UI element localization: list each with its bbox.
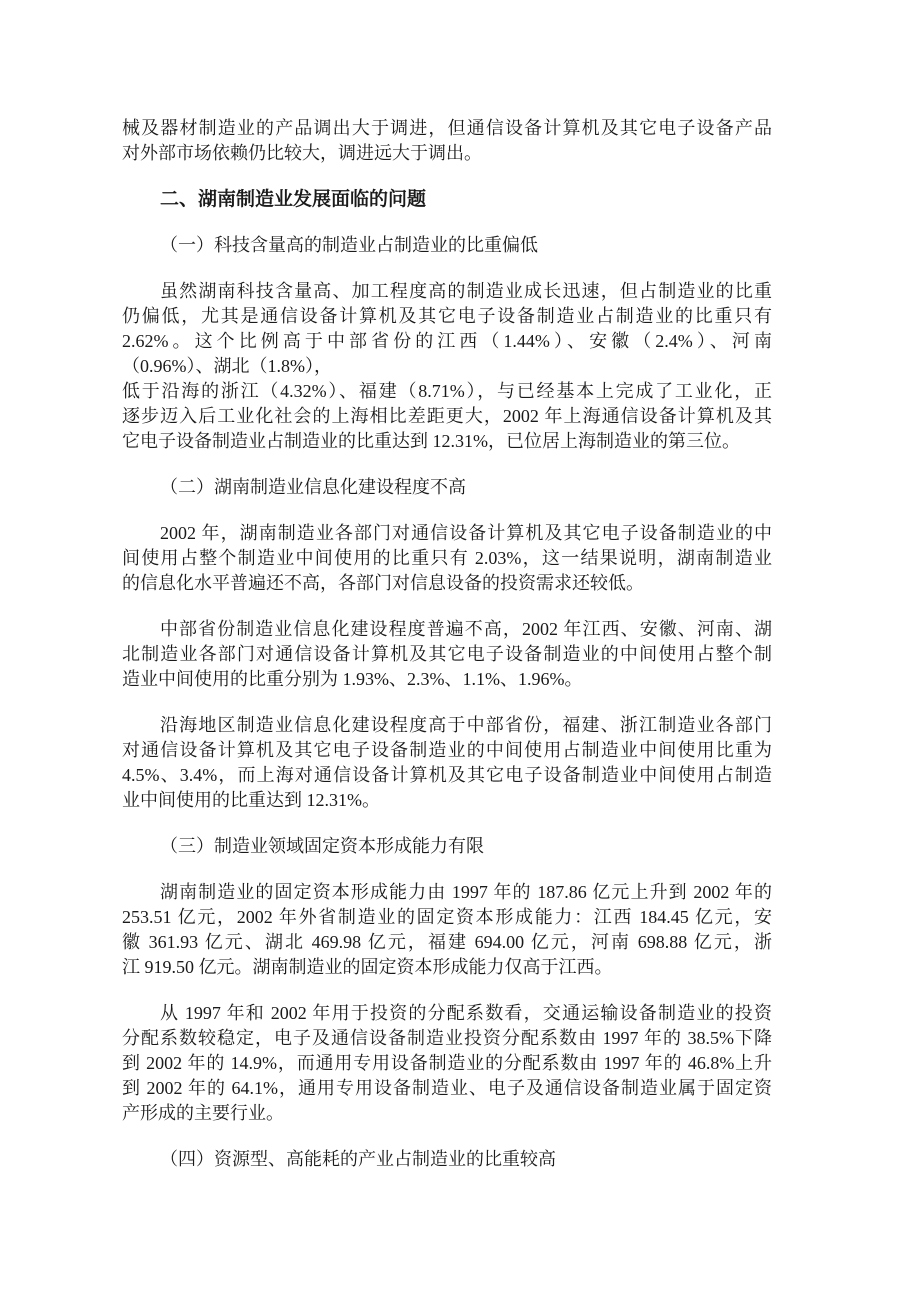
text-line: 4.5%、3.4%，而上海对通信设备计算机及其它电子设备制造业中间使用占制造 <box>122 765 772 785</box>
text-line: 到 2002 年的 64.1%，通用专用设备制造业、电子及通信设备制造业属于固定资 <box>122 1078 772 1098</box>
text-line: 造业中间使用的比重分别为 1.93%、2.3%、1.1%、1.96%。 <box>122 669 583 689</box>
text-line: 2002 年，湖南制造业各部门对通信设备计算机及其它电子设备制造业的中 <box>160 523 772 543</box>
text-line: 从 1997 年和 2002 年用于投资的分配系数看，交通运输设备制造业的投资 <box>160 1003 772 1023</box>
text-line: 逐步迈入后工业化社会的上海相比差距更大，2002 年上海通信设备计算机及其 <box>122 406 772 426</box>
text-line: 到 2002 年的 14.9%，而通用专用设备制造业的分配系数由 1997 年的 46.8%上升 <box>122 1053 772 1073</box>
text-line: 沿海地区制造业信息化建设程度高于中部省份，福建、浙江制造业各部门 <box>160 715 772 735</box>
paragraph-fixed-capital <box>122 880 772 980</box>
text-line: 它电子设备制造业占制造业的比重达到 12.31%，已位居上海制造业的第三位。 <box>122 431 740 451</box>
subsection-heading-4: （四）资源型、高能耗的产业占制造业的比重较高 <box>160 1149 556 1169</box>
paragraph-tech-share <box>122 279 772 454</box>
text-line: 械及器材制造业的产品调出大于调进，但通信设备计算机及其它电子设备产品 <box>122 118 772 138</box>
text-line: 2.62%。这个比例高于中部省份的江西（1.44%）、安徽（2.4%）、河南 <box>122 331 772 351</box>
paragraph-informatization-hunan <box>122 521 772 596</box>
document-content <box>122 0 772 1193</box>
text-line: 间使用占整个制造业中间使用的比重只有 2.03%，这一结果说明，湖南制造业 <box>122 548 772 568</box>
subsection-heading-1: （一）科技含量高的制造业占制造业的比重偏低 <box>160 235 538 255</box>
text-line: 仍偏低，尤其是通信设备计算机及其它电子设备制造业占制造业的比重只有 <box>122 306 772 326</box>
text-line: （0.96%）、湖北（1.8%）， <box>122 356 332 376</box>
text-line: 中部省份制造业信息化建设程度普遍不高，2002 年江西、安徽、河南、湖 <box>160 619 772 639</box>
text-line: 对通信设备计算机及其它电子设备制造业的中间使用占制造业中间使用比重为 <box>122 740 772 760</box>
section-heading: 二、湖南制造业发展面临的问题 <box>160 189 427 210</box>
subsection-heading-3: （三）制造业领域固定资本形成能力有限 <box>160 836 484 856</box>
text-line: 虽然湖南科技含量高、加工程度高的制造业成长迅速，但占制造业的比重 <box>160 281 772 301</box>
text-line: 253.51 亿元，2002 年外省制造业的固定资本形成能力：江西 184.45 亿元，安 <box>122 907 772 927</box>
text-line: 业中间使用的比重达到 12.31%。 <box>122 790 380 810</box>
text-line: 分配系数较稳定，电子及通信设备制造业投资分配系数由 1997 年的 38.5%下降 <box>122 1028 772 1048</box>
text-line: 的信息化水平普遍还不高，各部门对信息设备的投资需求还较低。 <box>122 573 644 593</box>
text-line: 北制造业各部门对通信设备计算机及其它电子设备制造业的中间使用占整个制 <box>122 644 772 664</box>
subsection-heading-2: （二）湖南制造业信息化建设程度不高 <box>160 477 466 497</box>
paragraph-informatization-coastal <box>122 713 772 813</box>
text-line: 江 919.50 亿元。湖南制造业的固定资本形成能力仅高于江西。 <box>122 957 613 977</box>
text-line: 湖南制造业的固定资本形成能力由 1997 年的 187.86 亿元上升到 2002 年的 <box>160 882 772 902</box>
paragraph-carryover <box>122 116 772 166</box>
text-line: 对外部市场依赖仍比较大，调进远大于调出。 <box>122 143 482 163</box>
paragraph-informatization-central <box>122 617 772 692</box>
text-line: 徽 361.93 亿元、湖北 469.98 亿元，福建 694.00 亿元，河南 698.88 亿元，浙 <box>122 932 772 952</box>
text-line: 产形成的主要行业。 <box>122 1103 284 1123</box>
paragraph-allocation-coefficient <box>122 1001 772 1126</box>
text-line: 低于沿海的浙江（4.32%）、福建（8.71%），与已经基本上完成了工业化，正 <box>122 381 772 401</box>
